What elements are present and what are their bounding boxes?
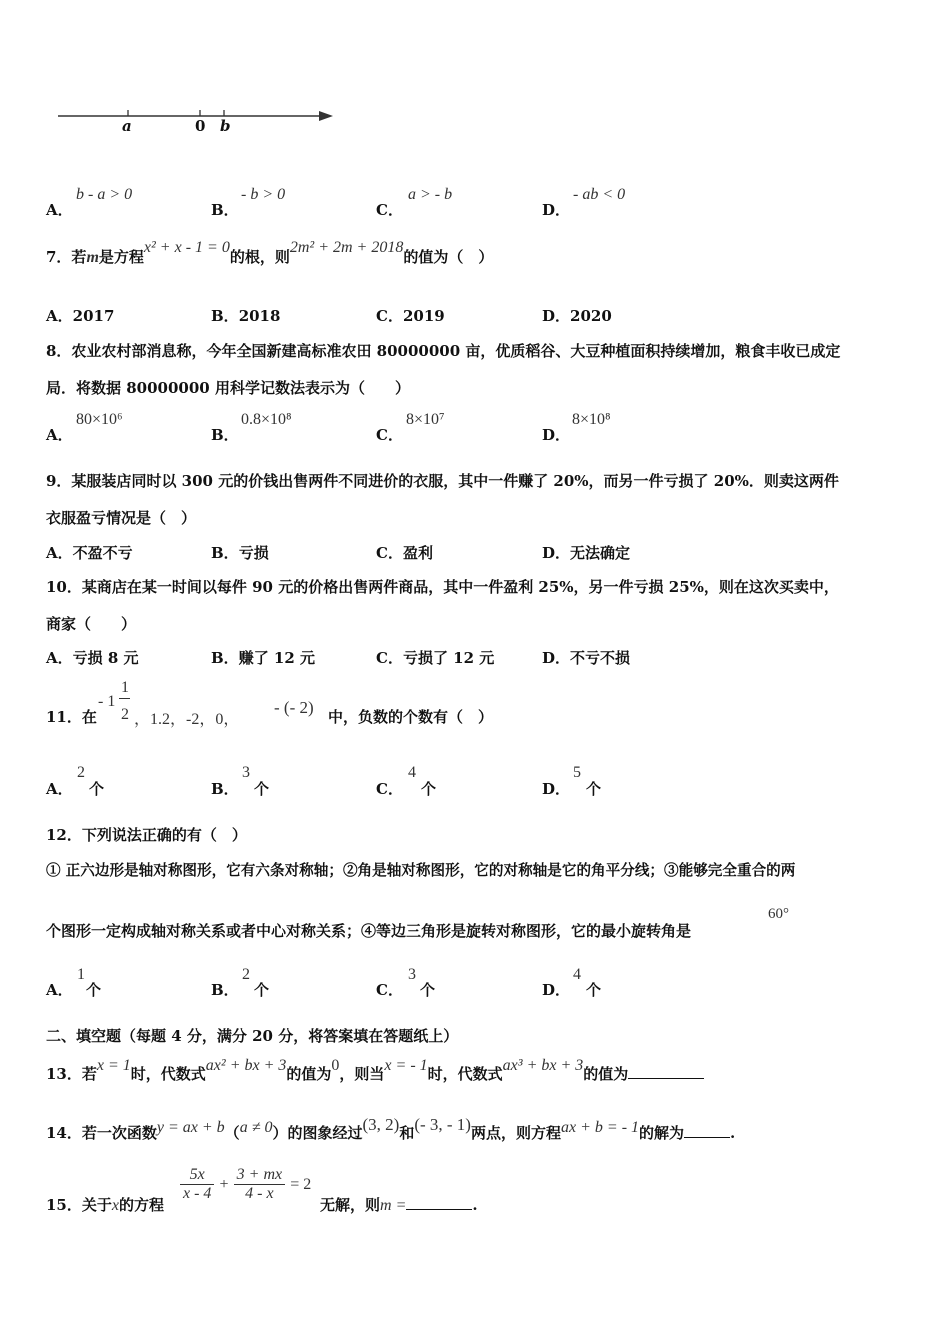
- section-2-heading: 二、填空题（每题 4 分，满分 20 分，将答案填在答题纸上）: [46, 1027, 459, 1045]
- q12-opt-a-unit: 个: [86, 981, 102, 999]
- q11-opt-b-unit: 个: [254, 780, 270, 798]
- q10-line2: 商家（ ）: [46, 615, 137, 633]
- q11-opt-a-letter[interactable]: A．: [46, 780, 73, 798]
- q7-opt-d[interactable]: D．2020: [542, 307, 612, 325]
- label-a: a: [122, 117, 132, 135]
- q7-opt-b[interactable]: B．2018: [211, 307, 281, 325]
- q15-equation: $\frac{5x}{x - 4}$ + $\frac{3 + mx}{4 - x}$ = 2: [180, 1166, 311, 1203]
- q9-opt-a[interactable]: A．不盈不亏: [46, 544, 133, 562]
- label-0: 0: [195, 117, 206, 135]
- q10-line1: 10．某商店在某一时间以每件 90 元的价格出售两件商品，其中一件盈利 25%，另一件亏损 25%，则在这次买卖中，: [46, 578, 839, 596]
- q11-opt-b-num: 3: [242, 764, 250, 781]
- q12-opt-d-unit: 个: [586, 981, 602, 999]
- q11-opt-a-unit: 个: [89, 780, 105, 798]
- q11-opt-d-num: 5: [573, 764, 581, 781]
- q12-opt-a-letter[interactable]: A．: [46, 981, 73, 999]
- q12-opt-b-num: 2: [242, 966, 250, 983]
- q11-opt-b-letter[interactable]: B．: [211, 780, 239, 798]
- q11-n1-den: 2: [121, 706, 129, 723]
- q15-suffix: 无解，则m = .: [320, 1196, 478, 1214]
- q10-opt-c[interactable]: C．亏损了 12 元: [376, 649, 495, 667]
- q12-opt-a-num: 1: [77, 966, 85, 983]
- q11-n1-num: 1: [121, 679, 129, 696]
- q7-stem: 7．若m是方程x² + x - 1 = 0的根，则2m² + 2m + 2018的值为（ ）: [46, 239, 494, 266]
- q6-opt-c: a > - b: [408, 186, 453, 203]
- number-line-arrow: [319, 111, 333, 121]
- q11-rest: ，1.2，-2，0，: [134, 711, 240, 728]
- q8-opt-a: 80×10⁶: [76, 411, 123, 428]
- q11-opt-c-unit: 个: [421, 780, 437, 798]
- q6-opt-d: - ab < 0: [573, 186, 626, 203]
- q11-opt-d-unit: 个: [586, 780, 602, 798]
- q13-answer-blank[interactable]: [628, 1064, 704, 1079]
- q15-prefix: 15．关于x的方程: [46, 1196, 164, 1214]
- q12-line1: 12．下列说法正确的有（ ）: [46, 826, 247, 844]
- q10-opt-a[interactable]: A．亏损 8 元: [46, 649, 139, 667]
- q14-answer-blank[interactable]: [684, 1123, 730, 1138]
- q15-answer-blank[interactable]: [406, 1195, 472, 1210]
- q9-opt-b[interactable]: B．亏损: [211, 544, 269, 562]
- q6-opt-b: - b > 0: [241, 186, 286, 203]
- label-b: b: [220, 117, 231, 135]
- q12-opt-c-letter[interactable]: C．: [376, 981, 403, 999]
- q8-line1: 8．农业农村部消息称，今年全国新建高标准农田 80000000 亩，优质稻谷、大豆种植面积持续增加，粮食丰收已成定: [46, 342, 841, 360]
- q7-opt-c[interactable]: C．2019: [376, 307, 445, 325]
- q9-opt-c[interactable]: C．盈利: [376, 544, 433, 562]
- q14-stem: 14．若一次函数y = ax + b（a ≠ 0）的图象经过(3, 2)和(- 3, - 1)两点，则方程ax + b = - 1的解为 .: [46, 1115, 736, 1142]
- q8-opt-b-letter[interactable]: B．: [211, 426, 239, 444]
- q9-line2: 衣服盈亏情况是（ ）: [46, 509, 197, 527]
- q6-opt-d-letter[interactable]: D．: [542, 201, 571, 219]
- q11-frac-bar: [119, 698, 130, 699]
- q10-opt-b[interactable]: B．赚了 12 元: [211, 649, 316, 667]
- q6-opt-a-letter[interactable]: A．: [46, 201, 73, 219]
- q11-last: - (- 2): [274, 698, 314, 717]
- q13-stem: 13．若x = 1时，代数式ax² + bx + 3的值为0，则当x = - 1时，代数式ax³ + bx + 3的值为: [46, 1063, 704, 1084]
- q11-opt-c-letter[interactable]: C．: [376, 780, 403, 798]
- q12-opt-d-letter[interactable]: D．: [542, 981, 571, 999]
- q8-opt-d-letter[interactable]: D．: [542, 426, 571, 444]
- q11-opt-d-letter[interactable]: D．: [542, 780, 571, 798]
- q6-opt-a: b - a > 0: [76, 186, 133, 203]
- q12-opt-c-unit: 个: [420, 981, 436, 999]
- q6-opt-b-letter[interactable]: B．: [211, 201, 239, 219]
- q8-line2: 局．将数据 80000000 用科学记数法表示为（ ）: [46, 379, 410, 397]
- q12-opt-c-num: 3: [408, 966, 416, 983]
- q15-fraction-1: $\frac{5x}{x - 4}$: [180, 1166, 214, 1203]
- q8-opt-c: 8×10⁷: [406, 411, 445, 428]
- q12-angle: 60°: [768, 906, 789, 922]
- q11-prefix: 11．在: [46, 708, 97, 726]
- q8-opt-d: 8×10⁸: [572, 411, 611, 428]
- q12-opt-b-unit: 个: [254, 981, 270, 999]
- q11-n1-whole: - 1: [98, 693, 116, 710]
- q15-fraction-2: $\frac{3 + mx}{4 - x}$: [234, 1166, 285, 1203]
- q7-opt-a[interactable]: A．2017: [46, 307, 115, 325]
- q11-opt-c-num: 4: [408, 764, 416, 781]
- q9-line1: 9．某服装店同时以 300 元的价钱出售两件不同进价的衣服，其中一件赚了 20%，而另一件亏损了 20%．则卖这两件: [46, 472, 839, 490]
- q11-opt-a-num: 2: [77, 764, 85, 781]
- q8-opt-b: 0.8×10⁸: [241, 411, 292, 428]
- q9-opt-d[interactable]: D．无法确定: [542, 544, 631, 562]
- q11-suffix: 中，负数的个数有（ ）: [328, 708, 494, 726]
- q10-opt-d[interactable]: D．不亏不损: [542, 649, 631, 667]
- q6-opt-c-letter[interactable]: C．: [376, 201, 403, 219]
- q8-opt-a-letter[interactable]: A．: [46, 426, 73, 444]
- q12-line2: ① 正六边形是轴对称图形，它有六条对称轴；②角是轴对称图形，它的对称轴是它的角平分线；③能够完全重合的两: [46, 862, 796, 879]
- q12-opt-d-num: 4: [573, 966, 581, 983]
- q8-opt-c-letter[interactable]: C．: [376, 426, 403, 444]
- q12-line3: 个图形一定构成轴对称关系或者中心对称关系；④等边三角形是旋转对称图形，它的最小旋转角是: [46, 922, 692, 940]
- q12-opt-b-letter[interactable]: B．: [211, 981, 239, 999]
